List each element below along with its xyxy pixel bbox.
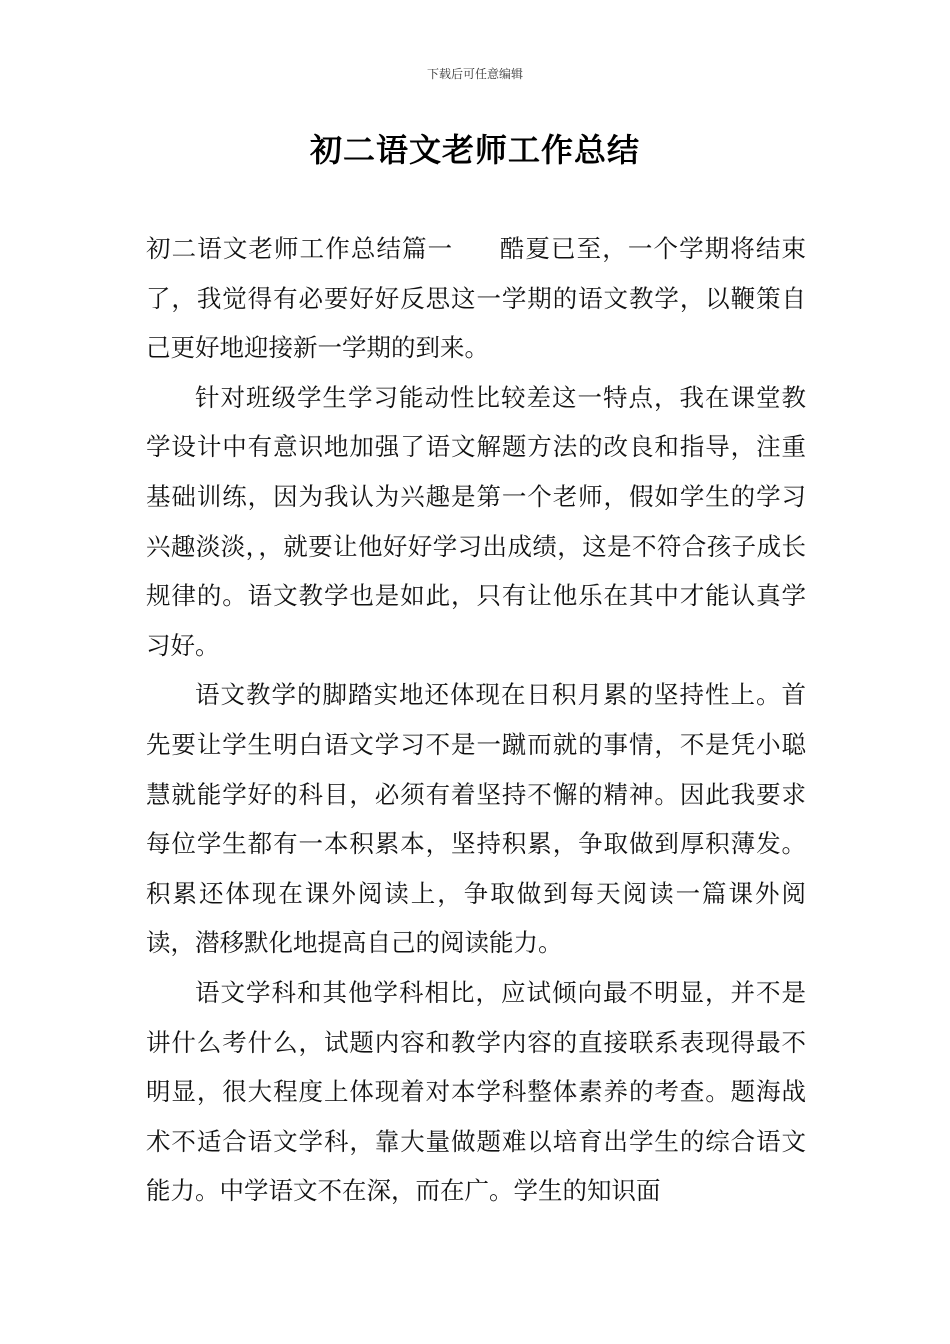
body-paragraph-2: 语文教学的脚踏实地还体现在日积月累的坚持性上。首先要让学生明白语文学习不是一蹴而就的事情，不是凭小聪慧就能学好的科目，必须有着坚持不懈的精神。因此我要求每位学生都有一本积累本，坚持积累，争取做到厚积薄发。积累还体现在课外阅读上，争取做到每天阅读一篇课外阅读，潜移默化地提高自己的阅读能力。 [146,680,806,958]
page-header-note: 下载后可任意编辑 [426,67,523,81]
lead-paragraph [146,224,806,373]
body-paragraph-3: 语文学科和其他学科相比，应试倾向最不明显，并不是讲什么考什么，试题内容和教学内容的直接联系表现得最不明显，很大程度上体现着对本学科整体素养的考查。题海战术不适合语文学科，靠大量做题难以培育出学生的综合语文能力。中学语文不在深，而在广。学生的知识面 [146,977,806,1206]
body-paragraph-1: 针对班级学生学习能动性比较差这一特点，我在课堂教学设计中有意识地加强了语文解题方法的改良和指导，注重基础训练，因为我认为兴趣是第一个老师，假如学生的学习兴趣淡淡，，就要让他好好学习出成绩，这是不符合孩子成长规律的。语文教学也是如此，只有让他乐在其中才能认真学习好。 [146,382,806,660]
document-title: 初二语文老师工作总结 [309,131,640,169]
section-heading: 初二语文老师工作总结篇一 [146,234,454,263]
lead-paragraph-text: 酷夏已至，一个学期将结束了，我觉得有必要好好反思这一学期的语文教学，以鞭策自己更好地迎接新一学期的到来。 [146,234,807,363]
document-body [146,224,806,1216]
